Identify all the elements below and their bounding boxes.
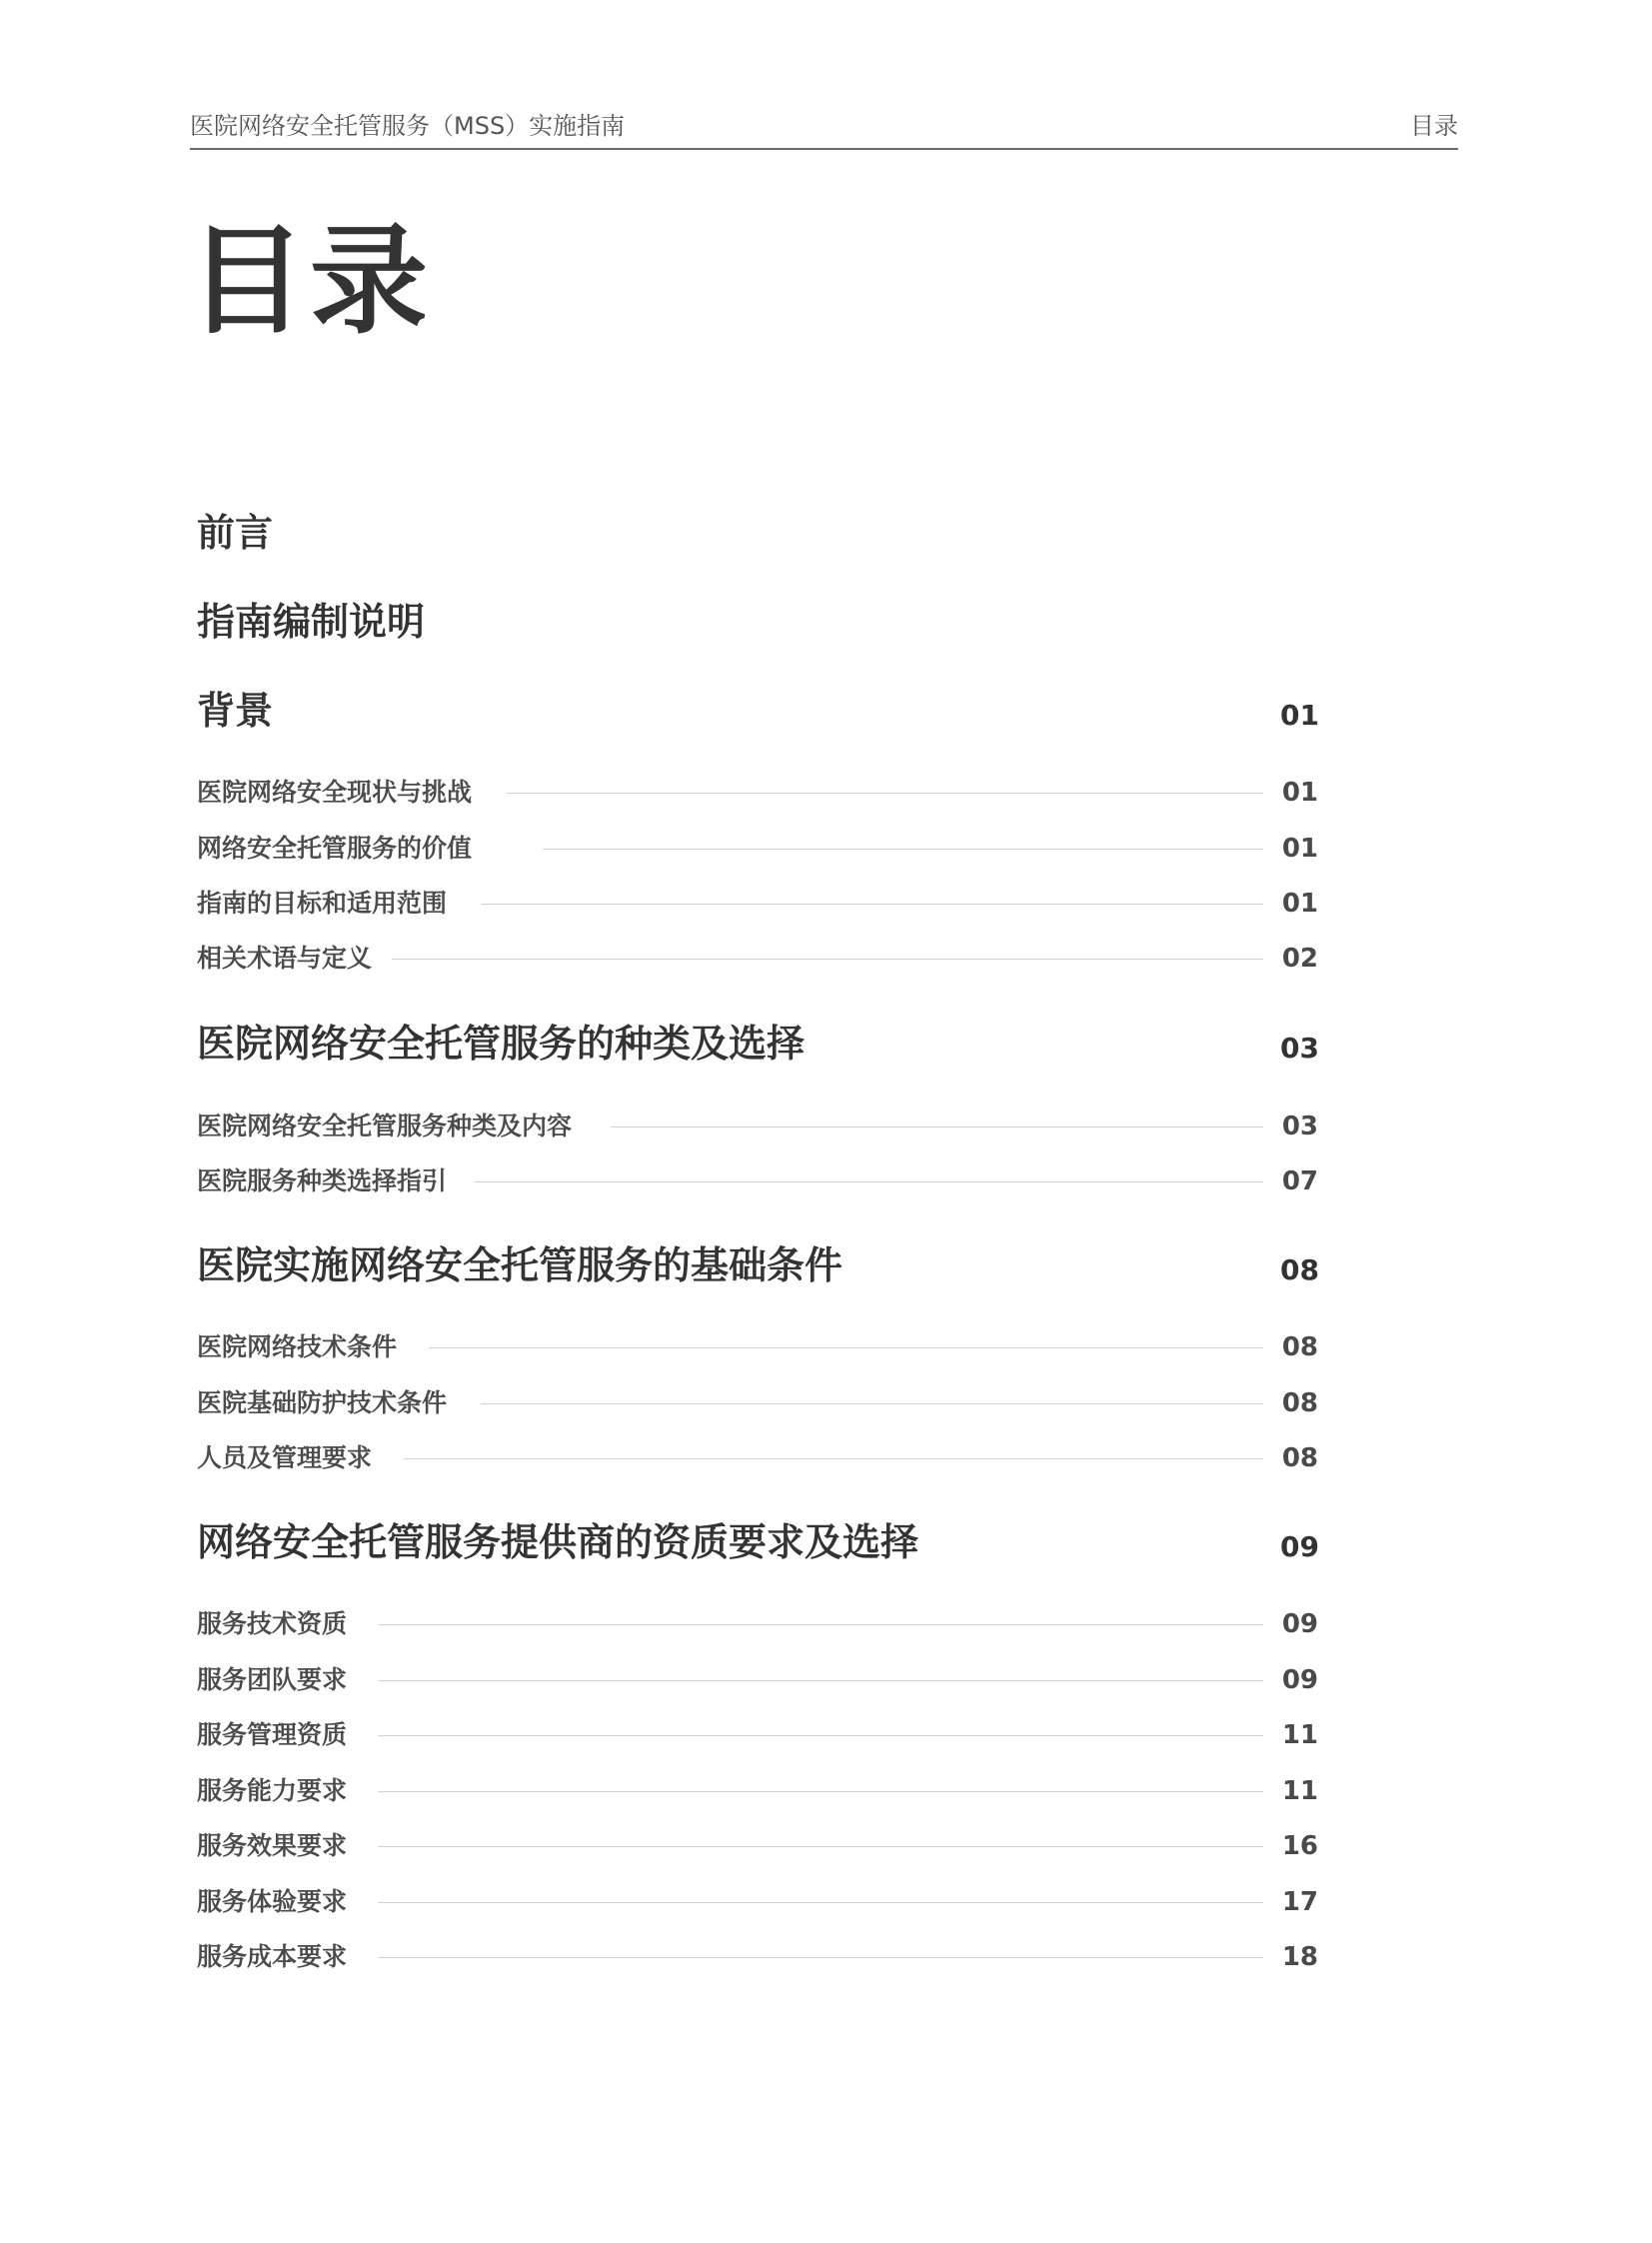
dotted-leader (378, 1735, 1263, 1736)
toc-entry[interactable] (197, 887, 1318, 921)
toc-chapter-page: 08 (1280, 1253, 1319, 1286)
toc-entry[interactable] (197, 1774, 1318, 1808)
dotted-leader (429, 1347, 1263, 1348)
dotted-leader (378, 1680, 1263, 1681)
toc-entry-label: 医院网络安全现状与挑战 (197, 778, 473, 807)
toc-entry-page: 01 (1281, 889, 1318, 919)
toc-entry-page: 16 (1281, 1831, 1318, 1861)
toc-entry-label: 服务成本要求 (197, 1942, 348, 1971)
toc-entry-page: 18 (1281, 1942, 1318, 1972)
toc-entry-page: 01 (1281, 778, 1318, 808)
toc-entry-label: 医院网络技术条件 (197, 1332, 398, 1361)
dotted-leader (378, 1624, 1263, 1625)
toc-entry[interactable] (197, 1110, 1318, 1143)
toc-chapter-page: 01 (1280, 699, 1319, 732)
page-header (190, 102, 1458, 150)
header-section-name: 目录 (1410, 112, 1458, 140)
dotted-leader (392, 959, 1263, 960)
toc-entry-label: 医院网络安全托管服务种类及内容 (197, 1112, 573, 1140)
toc-chapter-title[interactable]: 背景 (197, 689, 274, 733)
toc-entry[interactable] (197, 1829, 1318, 1863)
dotted-leader (611, 1126, 1263, 1127)
dotted-leader (378, 1957, 1263, 1958)
toc-entry-label: 医院服务种类选择指引 (197, 1166, 448, 1195)
dotted-leader (474, 1181, 1263, 1182)
toc-entry-label: 网络安全托管服务的价值 (197, 834, 473, 863)
toc-entry[interactable] (197, 832, 1318, 866)
toc-entry-label: 服务能力要求 (197, 1776, 348, 1805)
toc-entry-label: 服务体验要求 (197, 1887, 348, 1916)
toc-entry-page: 03 (1281, 1112, 1318, 1141)
toc-entry[interactable] (197, 1330, 1318, 1364)
toc-entry[interactable] (197, 1607, 1318, 1641)
dotted-leader (378, 1846, 1263, 1847)
toc-entry-label: 服务效果要求 (197, 1831, 348, 1860)
toc-entry-label: 人员及管理要求 (197, 1443, 373, 1472)
toc-entry-page: 08 (1281, 1443, 1318, 1473)
dotted-leader (404, 1458, 1263, 1459)
toc-entry[interactable] (197, 776, 1318, 810)
toc-chapter-title[interactable]: 医院实施网络安全托管服务的基础条件 (197, 1243, 843, 1287)
dotted-leader (543, 849, 1263, 850)
dotted-leader (378, 1902, 1263, 1903)
toc-entry-page: 09 (1281, 1665, 1318, 1695)
toc-entry-label: 服务管理资质 (197, 1720, 348, 1749)
toc-entry-page: 08 (1281, 1388, 1318, 1418)
toc-entry[interactable] (197, 1164, 1318, 1198)
toc-chapter-page: 09 (1280, 1530, 1319, 1563)
toc-entry[interactable] (197, 1441, 1318, 1475)
toc-entry[interactable] (197, 1663, 1318, 1697)
toc-entry[interactable] (197, 942, 1318, 976)
toc-entry-label: 相关术语与定义 (197, 944, 373, 973)
page-title: 目录 (188, 212, 433, 350)
dotted-leader (507, 793, 1263, 794)
toc-entry-label: 服务技术资质 (197, 1609, 348, 1638)
toc-entry-page: 11 (1281, 1720, 1318, 1750)
toc-entry-page: 07 (1281, 1166, 1318, 1196)
toc-entry-page: 08 (1281, 1332, 1318, 1362)
toc-entry[interactable] (197, 1718, 1318, 1752)
toc-entry-page: 11 (1281, 1776, 1318, 1806)
toc-entry-page: 02 (1281, 944, 1318, 974)
toc-entry-label: 指南的目标和适用范围 (197, 889, 448, 918)
dotted-leader (481, 904, 1263, 905)
toc-entry[interactable] (197, 1885, 1318, 1919)
toc-front-preface[interactable]: 前言 (197, 511, 274, 555)
dotted-leader (481, 1403, 1263, 1404)
header-doc-title: 医院网络安全托管服务（MSS）实施指南 (190, 112, 626, 140)
toc-entry-page: 09 (1281, 1609, 1318, 1639)
toc-front-compilation-notes[interactable]: 指南编制说明 (197, 600, 426, 644)
toc-entry-page: 17 (1281, 1887, 1318, 1917)
toc-entry-page: 01 (1281, 834, 1318, 864)
toc-chapter-title[interactable]: 网络安全托管服务提供商的资质要求及选择 (197, 1520, 919, 1564)
toc-chapter-page: 03 (1280, 1032, 1319, 1065)
toc-entry-label: 服务团队要求 (197, 1665, 348, 1694)
toc-entry-label: 医院基础防护技术条件 (197, 1388, 448, 1417)
toc-entry[interactable] (197, 1940, 1318, 1974)
toc-chapter-title[interactable]: 医院网络安全托管服务的种类及选择 (197, 1022, 806, 1066)
toc-entry[interactable] (197, 1386, 1318, 1420)
dotted-leader (378, 1791, 1263, 1792)
